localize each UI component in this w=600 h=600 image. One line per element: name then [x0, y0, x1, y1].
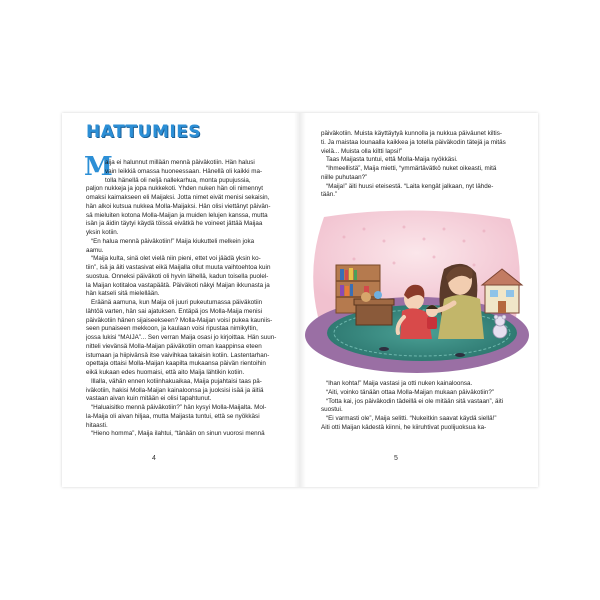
text-line: Äiti otti Maijan kädestä kiinni, he kiiruhtivat puolijuoksua ka- [321, 423, 487, 431]
text-line: paljon nukkeja ja jopa nukkekoti. Yhden nuken hän oli nimennyt [86, 185, 264, 193]
text-line: iväkotiin, hakisi Molla-Maijan kainaloonsa ja juoksisi isää ja äitiä [86, 386, 264, 394]
text-line: tolla hänellä oli neljä nallekarhua, monta pupujussia, [105, 176, 251, 184]
left-page-text [86, 159, 281, 439]
text-line: istumaan ja hiipivänsä itse vaivihkaa takaisin kotiin. Lastentarhan- [86, 351, 270, 359]
book-spread [62, 113, 538, 487]
drop-cap: M [84, 152, 113, 182]
text-line: vielä... Muista olla kiltti lapsi!” [321, 147, 403, 155]
text-line: niille puhutaan?” [321, 173, 368, 181]
left-page [62, 113, 300, 487]
text-line: suostui. [321, 406, 343, 414]
text-line: ti. Ja maistaa lounaalla kaikkea ja totella päiväkodin tätejä ja mitäs [321, 138, 506, 146]
text-line: eikä kukaan edes huomaisi, että aito Maija lähtikin kotiin. [86, 369, 245, 376]
text-line: päiväkotiin. Muista käyttäytyä kunnolla ja nukkua päiväunet kiltis- [321, 130, 502, 137]
text-line: “Totta kai, jos päiväkodin tädeillä ei ole mitään sitä vastaan”, äiti [326, 397, 504, 405]
right-page-text-bottom [321, 380, 521, 433]
shoe [379, 347, 389, 351]
text-line: “Äiti, voinko tänään ottaa Molla-Maijan mukaan päiväkotiin?” [326, 388, 495, 396]
text-line: “En halua mennä päiväkotiin!” Maija kiukutteli melkein joka [91, 237, 255, 245]
page-number-left: 4 [152, 455, 156, 462]
text-line: yksin kotiin. [86, 229, 119, 236]
text-line: hän katseli sitä mielellään. [86, 290, 160, 298]
text-line: Eräänä aamuna, kun Maija oli juuri pukeutumassa päiväkotiin [91, 299, 263, 306]
text-line: lähtöä varten, hän sai ajatuksen. Entäpä jos Molla-Maija menisi [86, 307, 263, 315]
text-line: aija ei halunnut millään mennä päiväkotiin. Hän halusi [105, 159, 255, 166]
text-line: la Maijan kotitaloa vastapäätä. Päiväkoti näkyi Maijan ikkunasta ja [86, 281, 270, 289]
text-line: opettaja ottaisi Molla-Maijan kaapilta mukaansa päivän rientoihin [86, 360, 266, 368]
text-line: isän ja äidin täytyi käydä töissä eivätkä he voineet jättää Maijaa [86, 220, 263, 228]
chapter-title: HATTUMIES [86, 122, 202, 142]
text-line: hän alkoi kutsua nukkea Molla-Maijaksi. Hän olisi viettänyt päivän- [86, 202, 271, 210]
text-line: “Haluaisitko mennä päiväkotiin?” hän kysyi Molla-Maijalta. Mol- [91, 404, 267, 411]
text-line: omaksi kaimakseen eli Maijaksi. Jotta nimet eivät menisi sekaisin, [86, 194, 270, 201]
text-line: “Maija!” äiti huusi eteisestä. “Laita kengät jalkaan, nyt lähde- [326, 182, 494, 190]
text-line: Illalla, vähän ennen kotiinhakuaikaa, Maija pujahtaisi taas pä- [91, 377, 262, 385]
text-line: hitaasti. [86, 421, 108, 429]
text-line: “Ihmeellistä”, Maija mietti, “ymmärtävätkö nuket oikeasti, mitä [326, 165, 497, 172]
text-line: suostua. Onneksi päiväkoti oli hyvin lähellä, kadun toisella puolel- [86, 272, 269, 280]
text-line: “Hieno homma”, Maija ilahtui, “tänään on sinun vuorosi mennä [91, 430, 265, 438]
text-line: tiin”, isä ja äiti vastasivat eikä Maijalla ollut muuta vaihtoehtoa kuin [86, 264, 271, 271]
text-line: nitteli vievänsä Molla-Maijan päiväkotiin oman kaappinsa eteen [86, 342, 262, 350]
text-line: päiväkotiin hänen sijaiseekseen? Molla-Maijan voisi pukea kauniis- [86, 316, 273, 324]
text-line: “Maija kulta, sinä olet vielä niin pieni, ettet voi jäädä yksin ko- [91, 255, 261, 263]
text-line: seen punaiseen mekkoon, ja kaulaan voisi ripustaa nimikyltin, [86, 325, 258, 333]
text-line: aamu. [86, 246, 104, 254]
text-line: vastaan aivan kuin mitään ei olisi tapahtunut. [86, 395, 212, 403]
page-number-right: 5 [394, 455, 398, 462]
girl-with-doll-illustration [304, 207, 530, 375]
right-page-text-top [321, 130, 521, 200]
text-line: “Ihan kohta!” Maija vastasi ja otti nuken kainaloonsa. [326, 380, 473, 387]
text-line: vain leikkiä omassa huoneessaan. Hänellä oli kaikki ma- [105, 167, 263, 175]
toy-bear [493, 315, 507, 338]
right-page [300, 113, 538, 487]
text-line: jossa lukisi “MAIJA”... Sen verran Maija osasi jo kirjoittaa. Hän suun- [86, 334, 277, 341]
text-line: “Ei varmasti ole”, Maija selitti. “Nukeitkin saavat käydä siellä!” [326, 415, 497, 422]
text-line: Taas Maijasta tuntui, että Molla-Maija nyökkäsi. [326, 156, 458, 164]
shoe [455, 353, 465, 357]
text-line: la-Maija oli aivan hiljaa, mutta Maijasta tuntui, että se nyökkäsi [86, 412, 260, 420]
text-line: sä mieluiten kotona Molla-Maijan ja muiden lelujen kanssa, mutta [86, 211, 268, 219]
text-line: tään.” [321, 191, 338, 199]
